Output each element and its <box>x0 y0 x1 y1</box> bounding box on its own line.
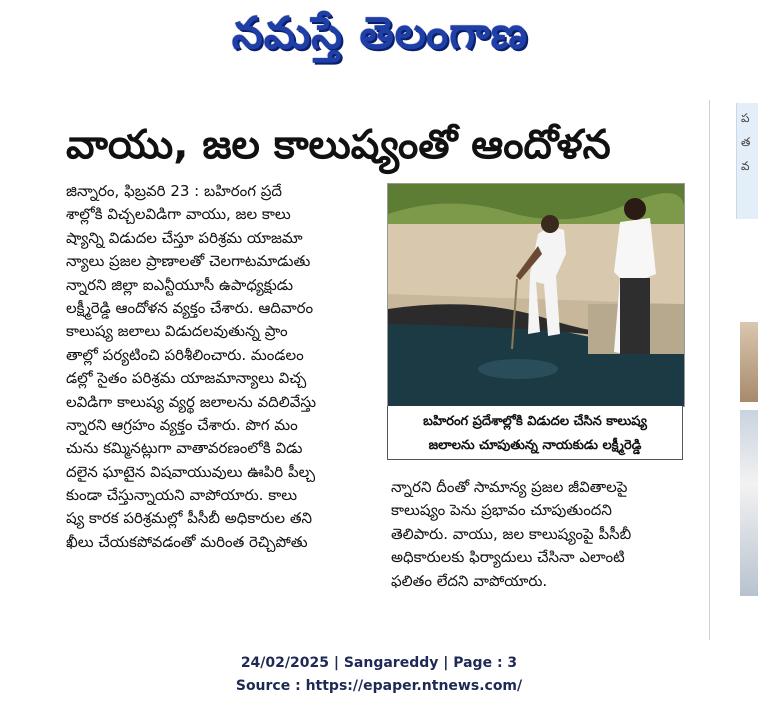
body-line: ష్య కారక పరిశ్రమల్లో పీసీబీ అధికారుల తని <box>66 509 313 528</box>
body-line: లక్ష్మీరెడ్డి ఆందోళన వ్యక్తం చేశారు. ఆదివారం <box>66 298 314 317</box>
caption-line: జలాలను చూపుతున్న నాయకుడు లక్ష్మీరెడ్డి <box>428 438 642 453</box>
adjacent-article-char: ప <box>741 111 750 125</box>
adjacent-article-strip <box>736 103 758 219</box>
newspaper-masthead: నమస్తే తెలంగాణ <box>231 8 529 59</box>
body-line: న్యాలు ప్రజల ప్రాణాలతో చెలగాటమాడుతు <box>66 252 311 271</box>
body-line: చును కమ్మినట్లుగా వాతావరణంలోకి విడు <box>66 439 303 458</box>
page-footer <box>0 652 758 698</box>
body-line: న్నారని ఆగ్రహం వ్యక్తం చేశారు. పొగ మం <box>66 415 298 434</box>
body-line: తెలిపారు. వాయు, జల కాలుష్యంపై పీసీబీ <box>391 524 632 543</box>
article-body-left <box>66 180 378 554</box>
adjacent-article-char: వ <box>741 159 750 173</box>
cut-off-next-line <box>66 633 686 639</box>
caption-line: బహిరంగ ప్రదేశాల్లోకి విడుదల చేసిన కాలుష్య <box>423 414 647 429</box>
body-line: ఫలితం లేదని వాపోయారు. <box>391 571 548 590</box>
body-line: లవిడిగా కాలుష్య వ్యర్థ జలాలను వదిలివేస్తు <box>66 392 317 411</box>
body-line: దలైన ఘాటైన విషవాయువులు ఊపిరి పీల్చ <box>66 462 316 481</box>
body-line: శాల్లోకి విచ్చలవిడిగా వాయు, జల కాలు <box>66 205 291 224</box>
article-body-right <box>391 476 691 593</box>
body-line: అధికారులకు ఫిర్యాదులు చేసినా ఎలాంటి <box>391 548 625 567</box>
article-photo <box>387 183 685 407</box>
footer-date-edition: 24/02/2025 | Sangareddy | Page : 3 <box>240 655 518 671</box>
photo-caption <box>387 406 683 460</box>
article-headline: వాయు, జల కాలుష్యంతో ఆందోళన <box>66 122 611 168</box>
column-divider <box>709 100 710 640</box>
adjacent-photo <box>740 410 758 596</box>
body-line: కాలుష్యం పెను ప్రభావం చూపుతుందని <box>391 501 612 520</box>
body-line: జిన్నారం, ఫిబ్రవరి 23 : బహిరంగ ప్రదే <box>66 182 283 200</box>
footer-source: Source : https://epaper.ntnews.com/ <box>235 678 523 694</box>
body-line: న్నారని దీంతో సామాన్య ప్రజల జీవితాలపై <box>391 478 628 496</box>
body-line: తాల్లో పర్యటించి పరిశీలించారు. మండలం <box>66 345 304 364</box>
adjacent-article-char: త <box>741 135 751 149</box>
body-line: ష్యాన్ని విడుదల చేస్తూ పరిశ్రమ యాజమా <box>66 228 303 247</box>
body-line: ఖీలు చేయకపోవడంతో మరింత రెచ్చిపోతు <box>66 532 308 551</box>
body-line: డల్లో సైతం పరిశ్రమ యాజమాన్యాలు విచ్చ <box>66 369 307 388</box>
body-line: కాలుష్య జలాలు విడుదలవుతున్న ప్రాం <box>66 322 288 341</box>
body-line: న్నారని జిల్లా ఐఎన్టీయూసీ ఉపాధ్యక్షుడు <box>66 275 294 294</box>
body-line: కుండా చేస్తున్నాయని వాపోయారు. కాలు <box>66 486 298 505</box>
news-photo-illustration <box>388 184 684 406</box>
adjacent-photo <box>740 322 758 402</box>
